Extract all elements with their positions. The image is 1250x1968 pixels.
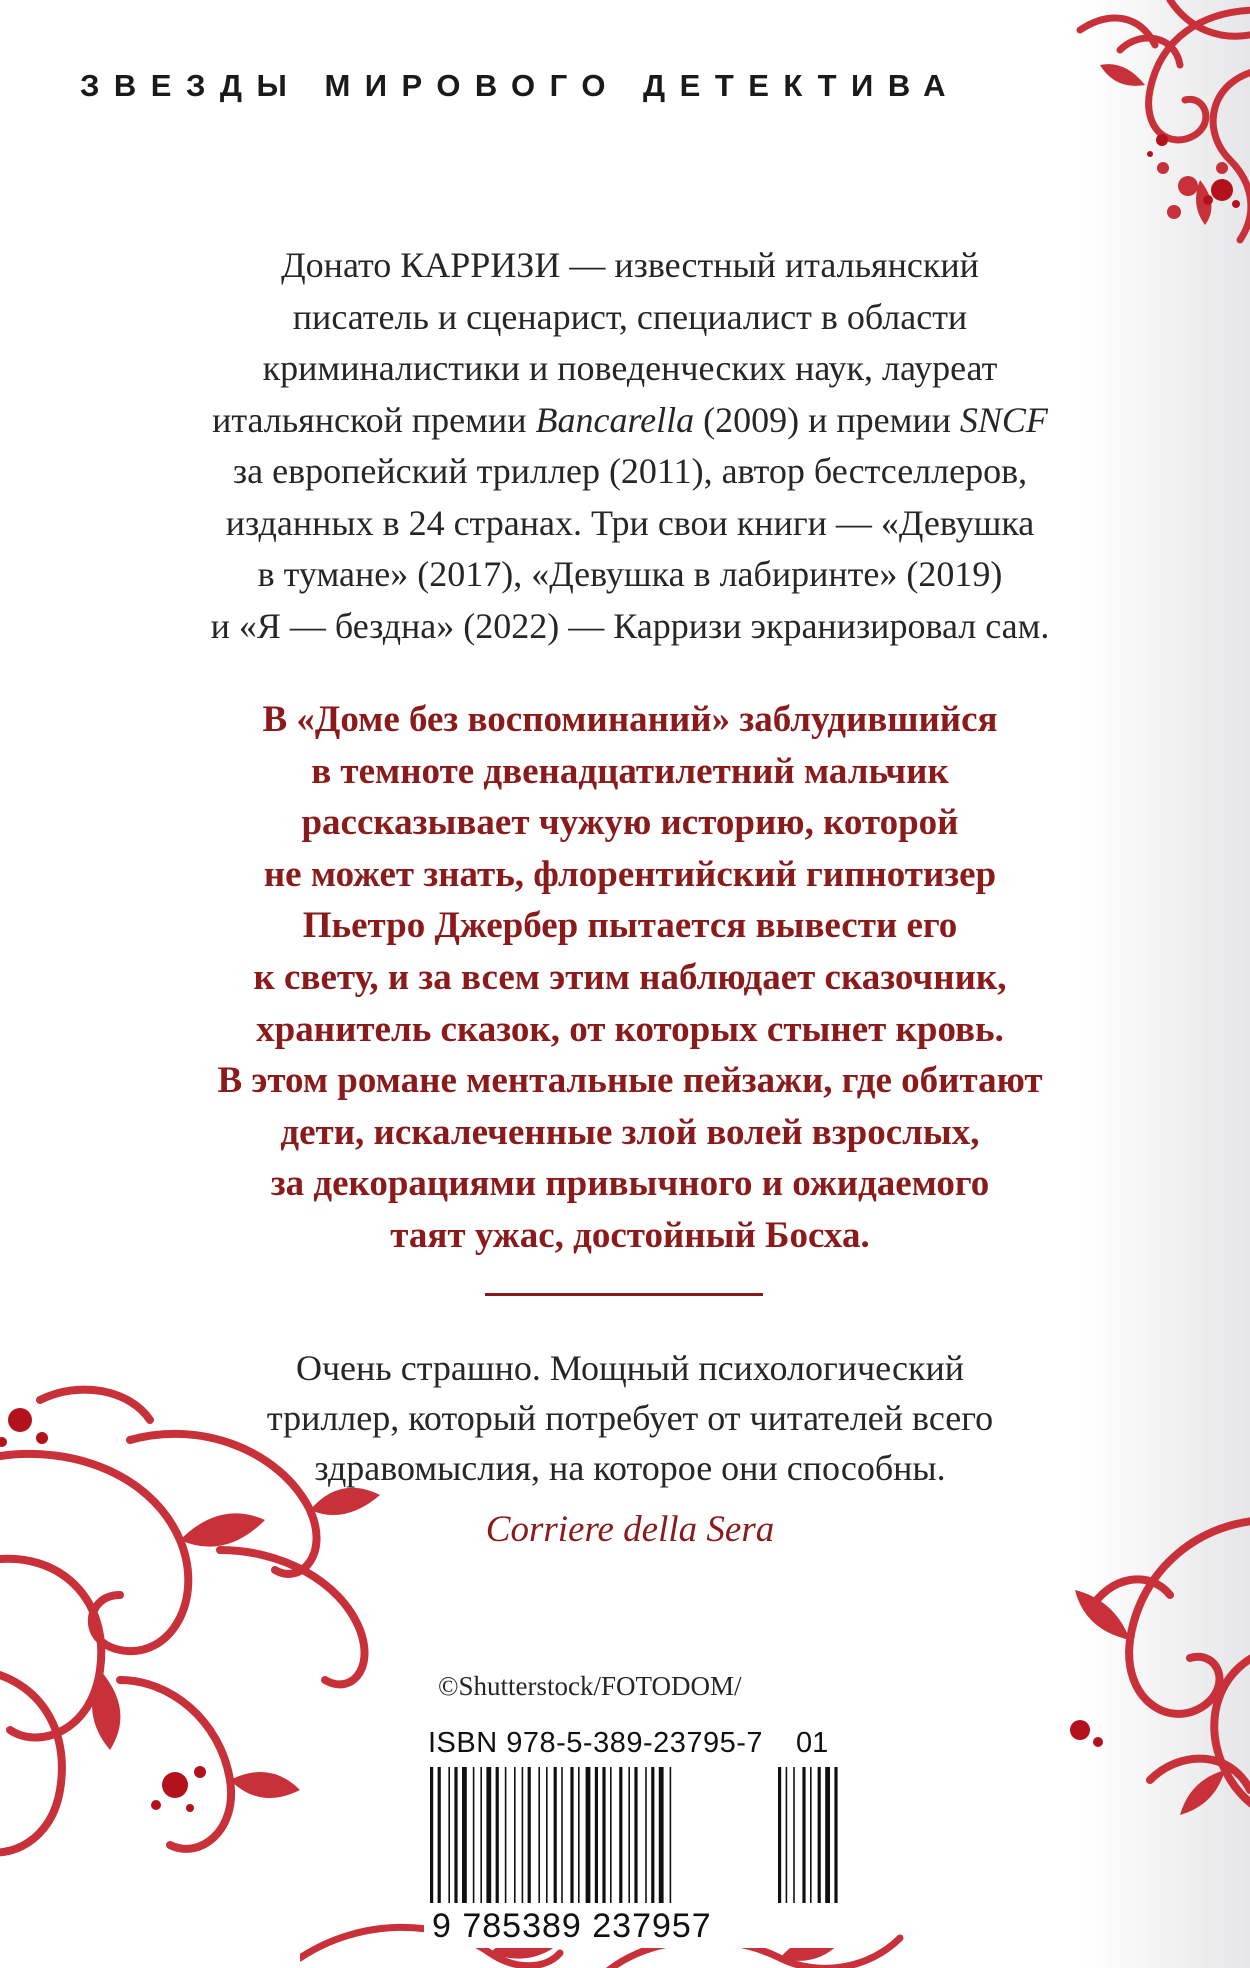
barcode-bar [578,1767,580,1903]
barcode-bar [670,1767,672,1903]
blurb-line: В этом романе ментальные пейзажи, где обитают [217,1060,1043,1102]
barcode-bar [610,1767,612,1903]
review-quote [90,1343,1170,1493]
barcode-bar [480,1767,482,1903]
bio-text: (2009) и премии [694,399,960,440]
image-credit: ©Shutterstock/FOTODOM/ [438,1671,742,1701]
bio-line [90,395,1170,447]
barcode-addon-bar [778,1767,781,1903]
award-name: Bancarella [535,399,695,440]
barcode-addon-bar [825,1767,830,1903]
barcode-bar [586,1767,591,1903]
ean-digits: 9 785389 237957 [432,1907,712,1945]
barcode-bar [486,1767,491,1903]
bio-line: криминалистики и поведенческих наук, лауреат [262,348,998,388]
barcode-bar [634,1767,637,1903]
barcode-bar [430,1767,433,1903]
isbn-barcode [424,1723,840,1948]
bio-line: и «Я — бездна» (2022) — Карризи экранизировал сам. [210,605,1050,646]
barcode-addon: 01 [796,1727,829,1759]
bio-line: изданных в 24 странах. Три свои книги — «Девушка [225,502,1035,543]
barcode-bar [619,1767,622,1903]
isbn-number: ISBN 978-5-389-23795-7 [428,1727,764,1759]
barcode-bar [561,1767,563,1903]
barcode-bar [522,1767,524,1903]
blurb-line: Пьетро Джербер пытается вывести его [302,905,958,947]
barcode-bar [473,1767,475,1903]
barcode-addon-bar [802,1767,805,1903]
quote-source: Corriere della Sera [485,1509,775,1550]
bio-text: итальянской премии [212,399,536,440]
blurb-line: в темноте двенадцатилетний мальчик [311,750,949,792]
barcode-bar [438,1767,441,1903]
barcode-bar [570,1767,573,1903]
blurb-line: к свету, и за всем этим наблюдает сказочник, [253,956,1007,998]
barcode-addon-bar [834,1767,837,1903]
barcode-bar [505,1767,507,1903]
barcode-addon-bar [818,1767,821,1903]
barcode-bar [538,1767,540,1903]
blurb-line: хранитель сказок, от которых стынет кровь. [256,1008,1004,1050]
barcode-bar [554,1767,557,1903]
barcode-bar [514,1767,516,1903]
book-blurb [90,694,1170,1262]
bio-line: писатель и сценарист, специалист в области [292,296,968,337]
barcode-bar [595,1767,598,1903]
award-name: SNCF [959,399,1048,440]
barcode-addon-bar [810,1767,812,1903]
bio-line: в тумане» (2017), «Девушка в лабиринте» (2019) [257,554,1003,594]
barcode-bar [651,1767,654,1903]
blurb-line: рассказывает чужую историю, которой [301,802,959,844]
quote-line: здравомыслия, на которое они способны. [314,1448,946,1488]
barcode-addon-bar [786,1767,788,1903]
bio-line: Донато КАРРИЗИ — известный итальянский [281,245,979,285]
barcode-bar [454,1767,457,1903]
blurb-line: В «Доме без воспоминаний» заблудившийся [262,699,998,740]
quote-line: Очень страшно. Мощный психологический [295,1348,965,1388]
barcode-addon-bar [793,1767,795,1903]
bio-line: за европейский триллер (2011), автор бестселлеров, [232,451,1028,491]
barcode-bars [424,1767,840,1907]
barcode-bar [462,1767,467,1903]
blurb-line: не может знать, флорентийский гипнотизер [263,853,997,895]
barcode-bar [546,1767,548,1903]
quote-line: триллер, который потребует от читателей всего [266,1398,994,1438]
barcode-bar [448,1767,450,1903]
barcode-bar [496,1767,499,1903]
barcode-bar [602,1767,605,1903]
barcode-bar [645,1767,647,1903]
series-title: ЗВЕЗДЫ МИРОВОГО ДЕТЕКТИВА [80,68,961,103]
barcode-bar [528,1767,531,1903]
blurb-line: дети, искалеченные злой волей взрослых, [280,1111,980,1153]
section-divider [485,1293,763,1296]
blurb-line: за декорациями привычного и ожидаемого [270,1163,990,1205]
blurb-line: таят ужас, достойный Босха. [390,1214,870,1256]
barcode-bar [628,1767,630,1903]
barcode-bar [659,1767,664,1903]
author-bio [90,240,1170,652]
